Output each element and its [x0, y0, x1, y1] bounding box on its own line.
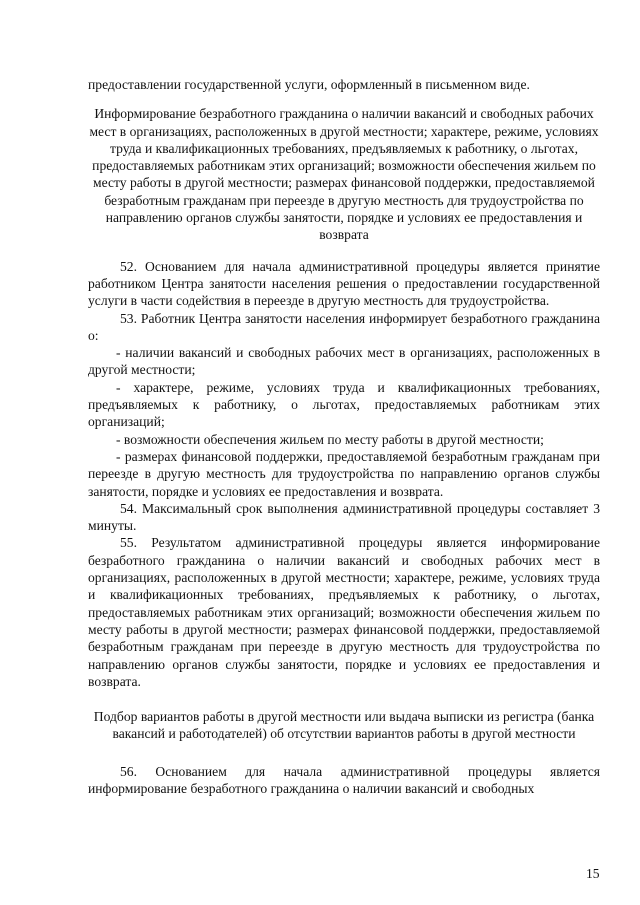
section-heading-informing: Информирование безработного гражданина о наличии вакансий и свободных рабочих мест в организациях, расположенных в другой местности; характере, режиме, условиях труда и квалификационных требованиях, предъявляемых к работнику, о льготах, предоставляемых работникам этих организаций; возможности обеспечения жильем по месту работы в другой местности; размерах финансовой поддержки, предоставляемой безработным гражданам при переезде в другую местность для трудоустройства по направлению органов службы занятости, порядке и условиях ее предоставления и возврата — [89, 106, 599, 243]
paragraph-53: 53. Работник Центра занятости населения информирует безработного гражданина о: — [88, 310, 600, 343]
intro-line: предоставлении государственной услуги, оформленный в письменном виде. — [88, 77, 530, 92]
section-heading-selection: Подбор вариантов работы в другой местности или выдача выписки из регистра (банка вакансий и работодателей) об отсутствии вариантов работы в другой местности — [93, 709, 595, 742]
page-number: 15 — [586, 866, 600, 881]
list-item: - наличии вакансий и свободных рабочих мест в организациях, расположенных в другой местности; — [88, 345, 600, 378]
paragraph-52: 52. Основанием для начала административной процедуры является принятие работником Центра занятости населения решения о предоставлении государственной услуги в части содействия в переезде в другую местность для трудоустройства. — [88, 258, 600, 309]
list-item: - характере, режиме, условиях труда и квалификационных требованиях, предъявляемых к работнику, о льготах, предоставляемых работникам этих организаций; — [88, 379, 600, 430]
paragraph-56: 56. Основанием для начала административной процедуры является информирование безработного гражданина о наличии вакансий и свободных — [88, 763, 600, 796]
document-page — [88, 76, 600, 797]
list-item: - возможности обеспечения жильем по месту работы в другой местности; — [116, 431, 544, 447]
paragraph-55: 55. Результатом административной процедуры является информирование безработного гражданина о наличии вакансий и свободных рабочих мест в организациях, расположенных в другой местности; характере, режиме, условиях труда и квалификационных требованиях, предъявляемых к работнику, о льготах, предоставляемых работникам этих организаций; возможности обеспечения жильем по месту работы в другой местности; размерах финансовой поддержки, предоставляемой безработным гражданам при переезде в другую местность для трудоустройства по направлению органов службы занятости, порядке и условиях ее предоставления и возврата. — [88, 535, 600, 689]
list-item: - размерах финансовой поддержки, предоставляемой безработным гражданам при переезде в другую местность для трудоустройства по направлению органов службы занятости, порядке и условиях ее предоставления и возврата. — [88, 448, 600, 499]
paragraph-54: 54. Максимальный срок выполнения административной процедуры составляет 3 минуты. — [88, 500, 600, 534]
